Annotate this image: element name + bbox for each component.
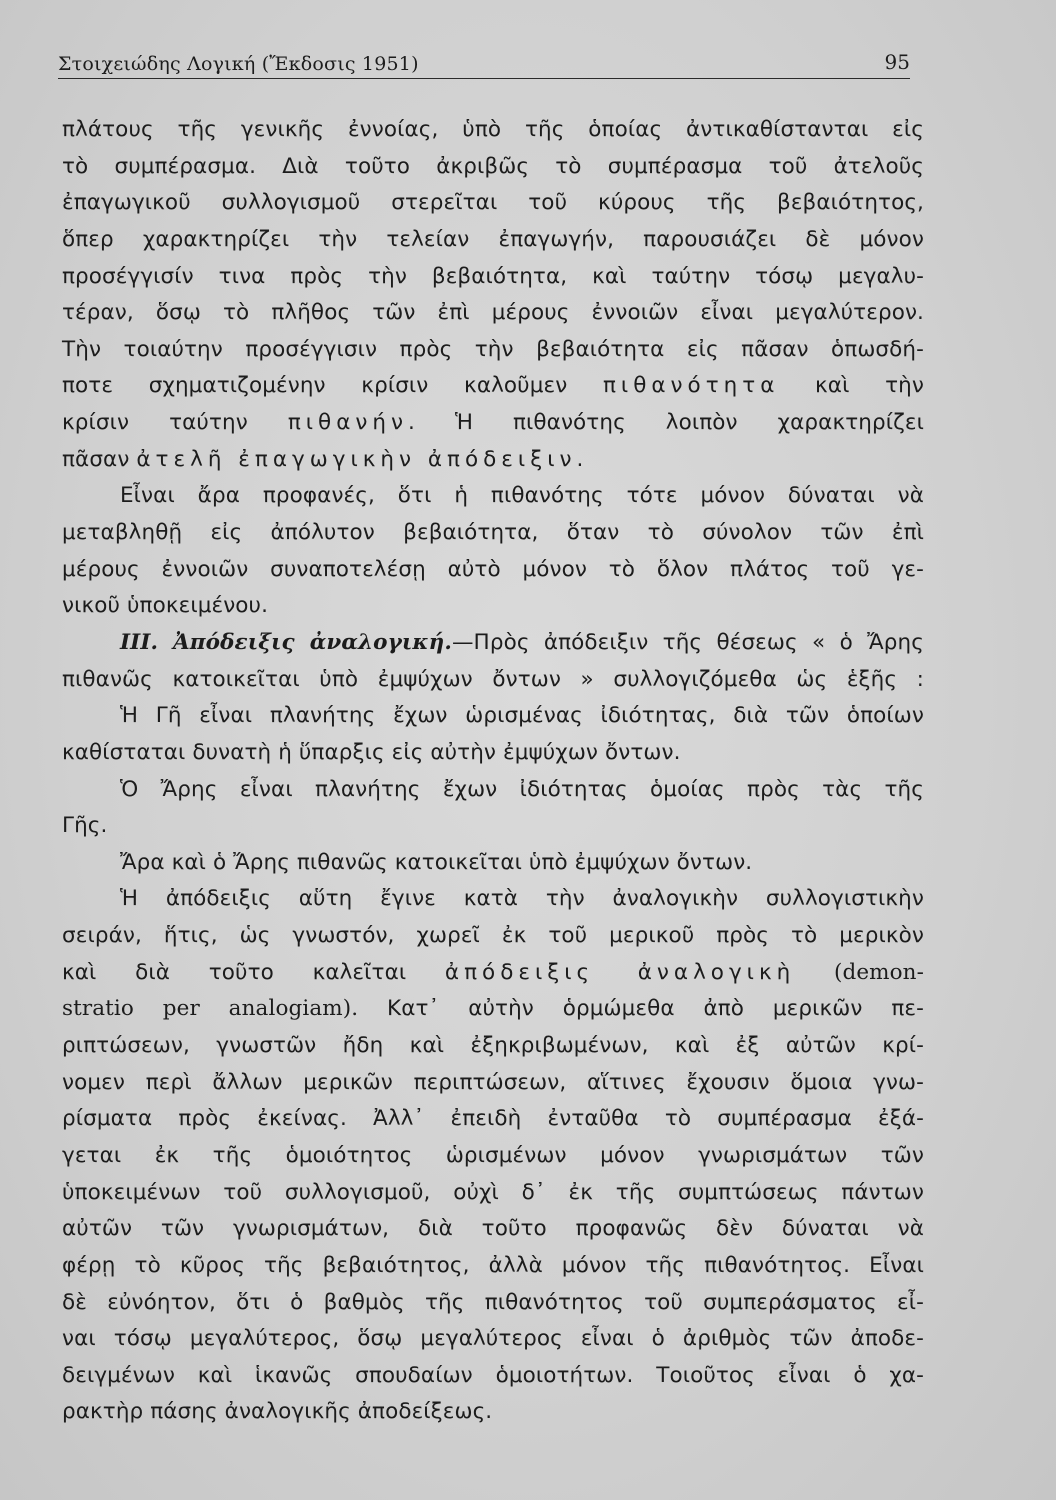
text-line: ὑποκειμένων τοῦ συλλογισμοῦ, οὐχὶ δ᾽ ἐκ τῆς συμπτώσεως πάντων — [62, 1179, 924, 1205]
text-line: δειγμένων καὶ ἱκανῶς σπουδαίων ὁμοιοτήτων. Τοιοῦτος εἶναι ὁ χα- — [62, 1362, 924, 1388]
conclusion: Ἄρα καὶ ὁ Ἄρης πιθανῶς κατοικεῖται ὑπὸ ἐμψύχων ὄντων. — [120, 849, 753, 875]
section-heading: ΙΙΙ. Ἀπόδειξις ἀναλογική. — [120, 629, 452, 655]
text-line: πιθανῶς κατοικεῖται ὑπὸ ἐμψύχων ὄντων » συλλογιζόμεθα ὡς ἑξῆς : — [62, 666, 924, 692]
text-run: —Πρὸς ἀπόδειξιν τῆς θέσεως « ὁ Ἄρης — [451, 629, 924, 655]
text-line: νικοῦ ὑποκειμένου. — [62, 593, 269, 619]
text-line — [62, 955, 924, 992]
text-line: μεταβληθῇ εἰς ἀπόλυτον βεβαιότητα, ὅταν τὸ σύνολον τῶν ἐπὶ — [62, 520, 924, 546]
paragraph-start: Εἶναι ἄρα προφανές, ὅτι ἡ πιθανότης τότε μόνον δύναται νὰ — [120, 483, 924, 509]
text-run: καὶ διὰ τοῦτο καλεῖται — [62, 959, 445, 985]
text-line: τὸ συμπέρασμα. Διὰ τοῦτο ἀκριβῶς τὸ συμπέρασμα τοῦ ἀτελοῦς — [62, 153, 924, 179]
text-line: τέραν, ὅσῳ τὸ πλῆθος τῶν ἐπὶ μέρους ἐννοιῶν εἶναι μεγαλύτερον. — [62, 300, 924, 326]
text-run: . Ἡ πιθανότης λοιπὸν χαρακτηρίζει — [408, 410, 924, 436]
text-line: Τὴν τοιαύτην προσέγγισιν πρὸς τὴν βεβαιότητα εἰς πᾶσαν ὁπωσδή- — [62, 336, 924, 362]
paragraph-start: Ἡ ἀπόδειξις αὕτη ἔγινε κατὰ τὴν ἀναλογικὴν συλλογιστικὴν — [120, 886, 924, 912]
latin-term: stratio per analogiam). — [62, 996, 359, 1022]
main-text — [62, 112, 924, 1431]
text-line: προσέγγισίν τινα πρὸς τὴν βεβαιότητα, καὶ ταύτην τόσῳ μεγαλυ- — [62, 263, 924, 289]
premise-major: Ἡ Γῆ εἶναι πλανήτης ἔχων ὡρισμένας ἰδιότητας, διὰ τῶν ὁποίων — [120, 703, 924, 729]
premise-minor: Ὁ Ἄρης εἶναι πλανήτης ἔχων ἰδιότητας ὁμοίας πρὸς τὰς τῆς — [120, 776, 924, 802]
text-run: πᾶσαν — [62, 446, 137, 472]
text-line: Γῆς. — [62, 813, 108, 839]
text-line: ναι τόσῳ μεγαλύτερος, ὅσῳ μεγαλύτερος εἶναι ὁ ἀριθμὸς τῶν ἀποδε- — [62, 1326, 924, 1352]
page-header — [58, 48, 910, 79]
spaced-term-apodeixis-analogiki: ἀπόδειξις ἀναλογικὴ — [444, 959, 796, 985]
text-run: ποτε σχηματιζομένην κρίσιν καλοῦμεν — [62, 373, 603, 399]
spaced-term-ateli-apodeixi: ἀτελῆ ἐπαγωγικὴν ἀπόδειξιν — [136, 446, 577, 472]
text-line: καθίσταται δυνατὴ ἡ ὕπαρξις εἰς αὐτὴν ἐμψύχων ὄντων. — [62, 739, 681, 765]
text-line: πλάτους τῆς γενικῆς ἐννοίας, ὑπὸ τῆς ὁποίας ἀντικαθίστανται εἰς — [62, 117, 924, 142]
text-line: μέρους ἐννοιῶν συναποτελέσῃ αὐτὸ μόνον τὸ ὅλον πλάτος τοῦ γε- — [62, 556, 924, 582]
text-line: ἐπαγωγικοῦ συλλογισμοῦ στερεῖται τοῦ κύρους τῆς βεβαιότητος, — [62, 190, 924, 216]
text-line: ρακτὴρ πάσης ἀναλογικῆς ἀποδείξεως. — [62, 1399, 493, 1425]
text-run: καὶ τὴν — [779, 373, 924, 399]
text-line: ὅπερ χαρακτηρίζει τὴν τελείαν ἐπαγωγήν, παρουσιάζει δὲ μόνον — [62, 226, 924, 252]
latin-term: (demon- — [795, 959, 924, 985]
text-line: αὐτῶν τῶν γνωρισμάτων, διὰ τοῦτο προφανῶς δὲν δύναται νὰ — [62, 1216, 924, 1242]
text-line: σειράν, ἥτις, ὡς γνωστόν, χωρεῖ ἐκ τοῦ μερικοῦ πρὸς τὸ μερικὸν — [62, 923, 924, 949]
text-line: δὲ εὐνόητον, ὅτι ὁ βαθμὸς τῆς πιθανότητος τοῦ συμπεράσματος εἶ- — [62, 1289, 924, 1315]
running-title: Στοιχειώδης Λογική (Ἔκδοσις 1951) — [58, 53, 419, 75]
text-line: νομεν περὶ ἄλλων μερικῶν περιπτώσεων, αἵτινες ἔχουσιν ὅμοια γνω- — [62, 1069, 924, 1095]
text-line: γεται ἐκ τῆς ὁμοιότητος ὡρισμένων μόνον γνωρισμάτων τῶν — [62, 1142, 924, 1168]
text-line: ρίσματα πρὸς ἐκείνας. Ἀλλ᾽ ἐπειδὴ ἐνταῦθα τὸ συμπέρασμα ἐξά- — [62, 1106, 924, 1132]
page-number: 95 — [884, 50, 910, 74]
text-run: κρίσιν ταύτην — [62, 410, 288, 436]
text-line — [62, 368, 924, 405]
section-heading-line — [62, 625, 924, 662]
text-line: ριπτώσεων, γνωστῶν ἤδη καὶ ἐξηκριβωμένων, καὶ ἐξ αὐτῶν κρί- — [62, 1033, 924, 1059]
text-line: φέρῃ τὸ κῦρος τῆς βεβαιότητος, ἀλλὰ μόνον τῆς πιθανότητος. Εἶναι — [62, 1252, 924, 1278]
text-line — [62, 442, 924, 479]
text-line — [62, 405, 924, 442]
text-run: . — [576, 446, 584, 472]
text-run: Κατ᾽ αὐτὴν ὁρμώμεθα ἀπὸ μερικῶν πε- — [358, 996, 924, 1022]
spaced-term-pithani: πιθανήν — [287, 410, 409, 436]
text-line — [62, 991, 924, 1028]
spaced-term-pithanotita: πιθανότητα — [602, 373, 780, 399]
